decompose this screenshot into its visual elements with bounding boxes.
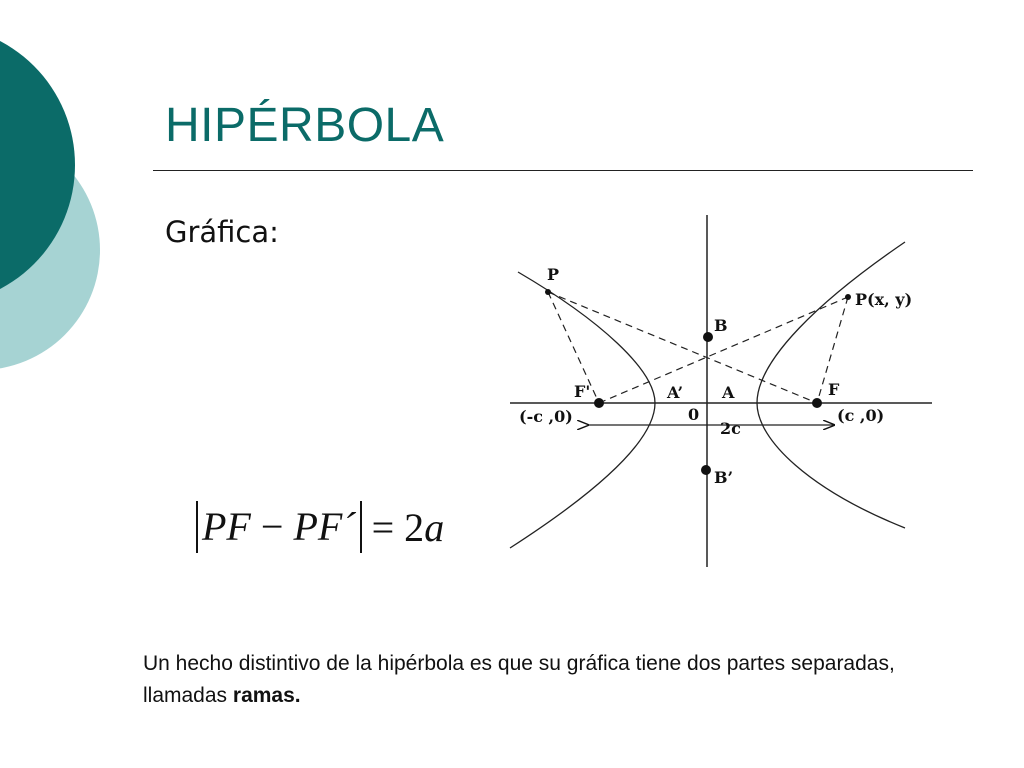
eq-pf: PF bbox=[202, 504, 251, 549]
point-P bbox=[545, 289, 551, 295]
label-neg-c: (-c ,0) bbox=[519, 407, 573, 426]
eq-equals: = 2 bbox=[371, 504, 425, 550]
slide-subtitle: Gráfica: bbox=[165, 215, 279, 249]
label-origin: 0 bbox=[688, 405, 700, 424]
label-pos-c: (c ,0) bbox=[837, 406, 885, 425]
point-Bp bbox=[701, 465, 711, 475]
eq-a: a bbox=[424, 504, 445, 550]
point-B bbox=[703, 332, 713, 342]
slide-title: HIPÉRBOLA bbox=[165, 99, 445, 152]
label-Ap: A’ bbox=[667, 383, 684, 402]
hyperbola-equation bbox=[196, 500, 444, 554]
label-A: A bbox=[722, 383, 735, 402]
caption-body: Un hecho distintivo de la hipérbola es que su gráfica tiene dos partes separadas, llamadas bbox=[143, 652, 895, 707]
label-Bp: B’ bbox=[714, 468, 734, 487]
point-Pxy bbox=[845, 294, 851, 300]
point-F bbox=[812, 398, 822, 408]
absolute-value bbox=[196, 501, 362, 553]
eq-minus: − bbox=[260, 504, 284, 549]
label-B: B bbox=[714, 316, 728, 335]
caption-bold: ramas. bbox=[232, 684, 301, 707]
dashed-lines bbox=[548, 292, 848, 403]
label-P: P bbox=[547, 265, 560, 284]
label-two-c: 2c bbox=[720, 419, 741, 438]
caption-text bbox=[143, 648, 943, 712]
label-Pxy: P(x, y) bbox=[855, 290, 913, 309]
point-Fp bbox=[594, 398, 604, 408]
eq-pfp: PF´ bbox=[293, 504, 356, 549]
label-Fp: F' bbox=[574, 382, 591, 401]
label-F: F bbox=[828, 380, 840, 399]
